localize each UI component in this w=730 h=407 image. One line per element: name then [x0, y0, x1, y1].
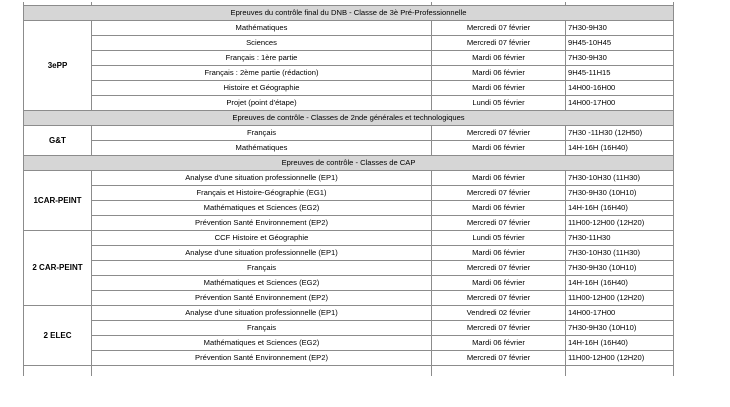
time-cell: 14H-16H (16H40): [566, 276, 674, 291]
section-title: Epreuves de contrôle - Classes de CAP: [24, 156, 674, 171]
subject-cell: Mathématiques: [92, 21, 432, 36]
table-row: [24, 276, 674, 291]
time-cell: 11H00-12H00 (12H20): [566, 216, 674, 231]
subject-cell: Mathématiques: [92, 141, 432, 156]
subject-cell: Analyse d'une situation professionnelle (EP1): [92, 246, 432, 261]
time-cell: 9H45-10H45: [566, 36, 674, 51]
subject-cell: Français: [92, 261, 432, 276]
date-cell: Mercredi 07 février: [432, 261, 566, 276]
time-cell: 7H30 -11H30 (12H50): [566, 126, 674, 141]
subject-cell: Prévention Santé Environnement (EP2): [92, 291, 432, 306]
time-cell: 14H-16H (16H40): [566, 201, 674, 216]
date-cell: Vendredi 02 février: [432, 306, 566, 321]
date-cell: Mardi 06 février: [432, 276, 566, 291]
date-cell: Mercredi 07 février: [432, 291, 566, 306]
table-row: [24, 291, 674, 306]
date-cell: Mardi 06 février: [432, 171, 566, 186]
time-cell: 7H30-10H30 (11H30): [566, 246, 674, 261]
time-cell: 14H-16H (16H40): [566, 336, 674, 351]
time-cell: 9H45-11H15: [566, 66, 674, 81]
date-cell: Mercredi 07 février: [432, 351, 566, 366]
time-cell: 11H00-12H00 (12H20): [566, 351, 674, 366]
table-bottom-empty-row: [24, 366, 674, 377]
subject-cell: Mathématiques et Sciences (EG2): [92, 336, 432, 351]
date-cell: Mardi 06 février: [432, 66, 566, 81]
table-row: [24, 141, 674, 156]
date-cell: Mercredi 07 février: [432, 186, 566, 201]
subject-cell: Français : 1ère partie: [92, 51, 432, 66]
subject-cell: Sciences: [92, 36, 432, 51]
time-cell: 7H30-9H30: [566, 21, 674, 36]
schedule-body: [24, 2, 674, 376]
date-cell: Mardi 06 février: [432, 141, 566, 156]
section-header-row: [24, 111, 674, 126]
table-row: [24, 81, 674, 96]
table-row: [24, 351, 674, 366]
subject-cell: Prévention Santé Environnement (EP2): [92, 216, 432, 231]
subject-cell: Analyse d'une situation professionnelle (EP1): [92, 306, 432, 321]
table-row: [24, 201, 674, 216]
time-cell: 7H30-9H30 (10H10): [566, 186, 674, 201]
time-cell: 14H00-17H00: [566, 306, 674, 321]
date-cell: Mercredi 07 février: [432, 216, 566, 231]
table-row: [24, 306, 674, 321]
table-row: [24, 336, 674, 351]
table-row: [24, 321, 674, 336]
table-row: [24, 51, 674, 66]
date-cell: Lundi 05 février: [432, 96, 566, 111]
section-title: Epreuves du contrôle final du DNB - Classe de 3è Pré-Professionnelle: [24, 6, 674, 21]
class-name-cell: 3ePP: [24, 21, 92, 111]
table-row: [24, 171, 674, 186]
class-name-cell: G&T: [24, 126, 92, 156]
table-row: [24, 261, 674, 276]
table-row: [24, 246, 674, 261]
subject-cell: CCF Histoire et Géographie: [92, 231, 432, 246]
class-name-cell: 1CAR-PEINT: [24, 171, 92, 231]
time-cell: 14H00-16H00: [566, 81, 674, 96]
subject-cell: Analyse d'une situation professionnelle (EP1): [92, 171, 432, 186]
subject-cell: Mathématiques et Sciences (EG2): [92, 201, 432, 216]
date-cell: Mercredi 07 février: [432, 21, 566, 36]
table-row: [24, 96, 674, 111]
time-cell: 7H30-9H30 (10H10): [566, 321, 674, 336]
date-cell: Lundi 05 février: [432, 231, 566, 246]
time-cell: 7H30-11H30: [566, 231, 674, 246]
subject-cell: Français: [92, 321, 432, 336]
time-cell: 7H30-9H30 (10H10): [566, 261, 674, 276]
date-cell: Mercredi 07 février: [432, 321, 566, 336]
table-row: [24, 21, 674, 36]
time-cell: 11H00-12H00 (12H20): [566, 291, 674, 306]
subject-cell: Français: [92, 126, 432, 141]
table-row: [24, 216, 674, 231]
time-cell: 14H-16H (16H40): [566, 141, 674, 156]
subject-cell: Français : 2ème partie (rédaction): [92, 66, 432, 81]
subject-cell: Histoire et Géographie: [92, 81, 432, 96]
subject-cell: Prévention Santé Environnement (EP2): [92, 351, 432, 366]
table-row: [24, 186, 674, 201]
exam-schedule-table: [23, 2, 674, 376]
date-cell: Mardi 06 février: [432, 81, 566, 96]
date-cell: Mardi 06 février: [432, 201, 566, 216]
time-cell: 14H00-17H00: [566, 96, 674, 111]
table-row: [24, 66, 674, 81]
section-header-row: [24, 156, 674, 171]
date-cell: Mardi 06 février: [432, 246, 566, 261]
subject-cell: Projet (point d'étape): [92, 96, 432, 111]
date-cell: Mardi 06 février: [432, 51, 566, 66]
table-row: [24, 36, 674, 51]
date-cell: Mercredi 07 février: [432, 36, 566, 51]
table-row: [24, 231, 674, 246]
table-row: [24, 126, 674, 141]
class-name-cell: 2 CAR-PEINT: [24, 231, 92, 306]
subject-cell: Français et Histoire-Géographie (EG1): [92, 186, 432, 201]
section-title: Epreuves de contrôle - Classes de 2nde générales et technologiques: [24, 111, 674, 126]
class-name-cell: 2 ELEC: [24, 306, 92, 366]
time-cell: 7H30-9H30: [566, 51, 674, 66]
time-cell: 7H30-10H30 (11H30): [566, 171, 674, 186]
section-header-row: [24, 6, 674, 21]
date-cell: Mercredi 07 février: [432, 126, 566, 141]
date-cell: Mardi 06 février: [432, 336, 566, 351]
subject-cell: Mathématiques et Sciences (EG2): [92, 276, 432, 291]
